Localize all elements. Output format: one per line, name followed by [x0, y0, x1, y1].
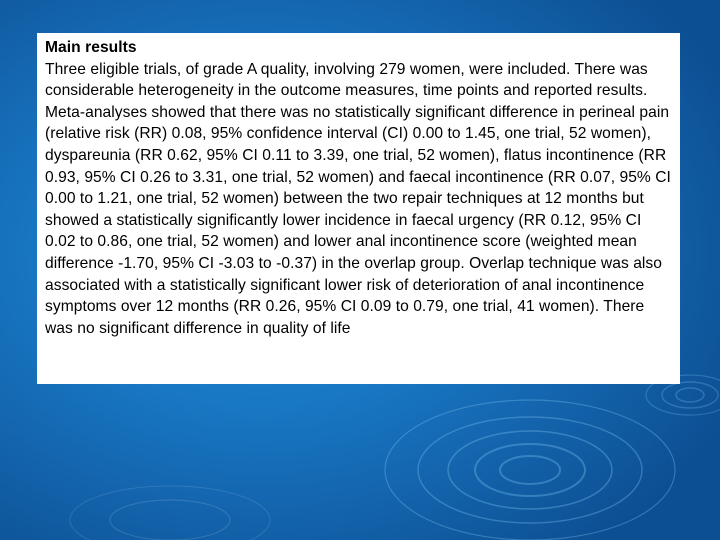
main-results-text-box: [37, 33, 680, 384]
results-paragraph: Three eligible trials, of grade A quality, involving 279 women, were included. There was considerable heterogeneity in the outcome measures, time points and reported results. Meta-analyses showed that there was no statistically significant difference in perineal pain (relative risk (RR) 0.08, 95% confidence interval (CI) 0.00 to 1.45, one trial, 52 women), dyspareunia (RR 0.62, 95% CI 0.11 to 3.39, one trial, 52 women), flatus incontinence (RR 0.93, 95% CI 0.26 to 3.31, one trial, 52 women) and faecal incontinence (RR 0.07, 95% CI 0.00 to 1.21, one trial, 52 women) between the two repair techniques at 12 months but showed a statistically significantly lower incidence in faecal urgency (RR 0.12, 95% CI 0.02 to 0.86, one trial, 52 women) and lower anal incontinence score (weighted mean difference -1.70, 95% CI -3.03 to -0.37) in the overlap group. Overlap technique was also associated with a statistically significant lower risk of deterioration of anal incontinence symptoms over 12 months (RR 0.26, 95% CI 0.09 to 0.79, one trial, 41 women). There was no significant difference in quality of life: [45, 60, 671, 337]
section-heading: Main results: [45, 39, 137, 56]
